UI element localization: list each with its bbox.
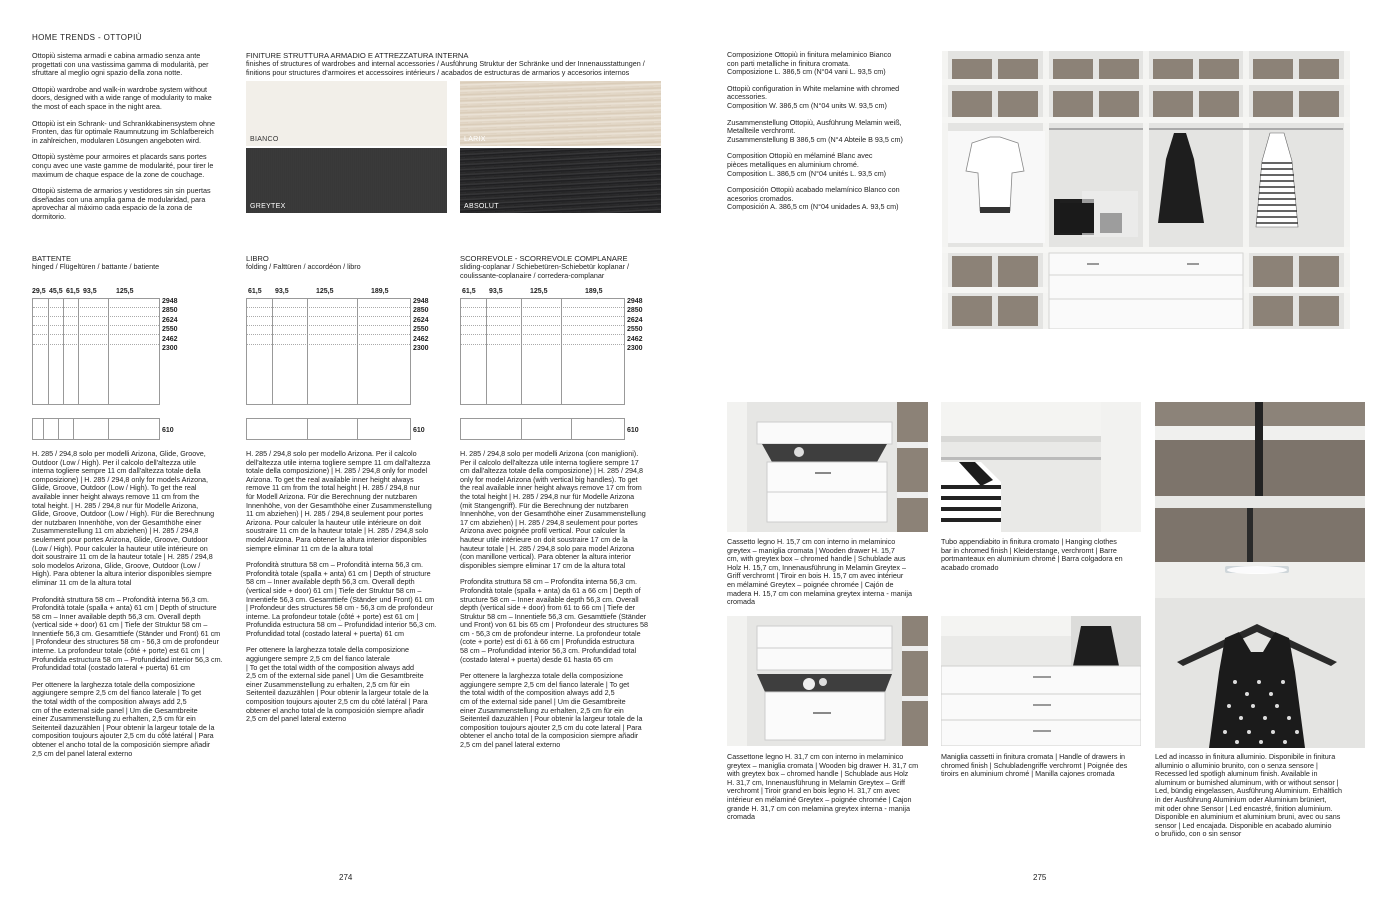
swatch-label: GREYTEX — [250, 203, 286, 210]
width-label: 61,5 — [248, 288, 262, 295]
page-number-left: 274 — [339, 873, 353, 882]
battente-elevation — [32, 298, 160, 405]
intro-it: Ottopiù sistema armadi e cabina armadio senza ante progettati con una vastissima gamma di modularità, per sfruttare al meglio ogni spazio della zona notte. — [32, 51, 209, 78]
scorrevole-widths — [460, 288, 625, 298]
width-label: 93,5 — [489, 288, 503, 295]
finishes-title: FINITURE STRUTTURA ARMADIO E ATTREZZATURA INTERNA — [246, 51, 469, 60]
composition-de: Zusammenstellung Ottopiù, Ausführung Melamin weiß, Metallteile verchromt. Zusammenstellung B 386,5 cm (N°4 Abteile B 93,5 cm) — [727, 117, 903, 144]
libro-plan — [246, 418, 411, 440]
width-label: 125,5 — [316, 288, 334, 295]
photo-drawer-157 — [727, 402, 928, 532]
intro-fr: Ottopiù système pour armoires et placards sans portes conçu avec une vaste gamme de modularité, pour tirer le maximum de chaque espace de la zone de couchage. — [32, 152, 214, 179]
door-title: BATTENTE — [32, 254, 72, 263]
swatch-bianco — [246, 81, 447, 146]
photo-led — [1155, 402, 1365, 748]
door-title: SCORREVOLE - SCORREVOLE COMPLANARE — [460, 254, 628, 263]
caption-drawer-157: Cassetto legno H. 15,7 cm con interno in melaminico greytex – maniglia cromata | Wooden drawer H. 15,7 cm, with greytex box – chromed handle | Schublade aus Holz H. 15,7 cm, Innenausführung in Melamin Greytex – Griff verchromt | Tiroir en bois H. 15,7 cm avec intérieur en mélaminé Greytex – poignée chromée | Cajón de madera H. 15,7 cm con melamina greytex interna - manija cromada — [727, 537, 912, 607]
width-label: 189,5 — [585, 288, 603, 295]
scorrevole-plan — [460, 418, 625, 440]
wardrobe-photo — [942, 51, 1350, 329]
battente-notes — [32, 450, 237, 758]
height-labels: 2948 2850 2624 2550 2462 2300 — [162, 298, 178, 353]
swatch-label: ABSOLUT — [464, 203, 499, 210]
width-label: 189,5 — [371, 288, 389, 295]
note-width: Per ottenere la larghezza totale della composizione aggiungere sempre 2,5 cm del fianco laterale | To get the total width of the composition always add 2,5 cm of the external side panel | Um die Gesamtbreite einer Zusammenstellung zu erhalten, 2,5 cm für ein Seitenteil dazuzählen | Pour obtenir la largeur totale de la composition toujours ajouter 2,5 cm du cote lateral | Para obtener el ancho total de la composicion siempre añadir 2,5 cm del panel lateral externo — [460, 671, 643, 749]
height-labels: 2948 2850 2624 2550 2462 2300 — [627, 298, 643, 353]
intro-block — [32, 52, 232, 222]
note-height: H. 285 / 294,8 solo per modelli Arizona, Glide, Groove, Outdoor (Low / High). Per il calcolo dell'altezza utile interna togliere sempre 11 cm dall'altezza totale della composizione) | H. 285 / 294,8 only for models Arizona, Glide, Groove, Outdoor (Low / High). To get the real available inner height always remove 11 cm from the total height. | H. 285 / 294,8 nur für Modelle Arizona, Glide, Groove, Outdoor (Low / High). Für die Berechnung der nutzbaren Innenhöhe, von der Gesamthöhe einer Zusammenstellung 11 cm abziehen) | H. 285 / 294,8 seulement pour portes Arizona, Glide, Groove, Outdoor (Low / High). Pour calculer la hauteur utile intérieure on doit soustraire 11 cm de la hauteur totale | H. 285 / 294,8 solo modelos Arizona, Glide, Groove, Outdoor (Low / High). Para obtener la altura interior disponibles siempre eliminar 11 cm de la altura total — [32, 449, 215, 587]
intro-de: Ottopiù ist ein Schrank- und Schrankkabinensystem ohne Fronten, das für optimale Raumnutzung im Schlafbereich in zahlreichen, modularen Lösungen angeboten wird. — [32, 118, 215, 145]
note-depth: Profondita struttura 58 cm – Profondita interna 56,3 cm. Profondità totale (spalla + anta) da 61 a 66 cm | Depth of structure 58 cm – Inner available depth 56,3 cm. Overall depth (vertical side + door) from 61 to 66 cm | Tiefe der Struktur 58 cm – Innentiefe 56,3 cm. Gesamttiefe (Ständer und Front) von 61 bis 65 cm | Profondeur des structures 58 cm - 56,3 cm de profondeur interne. La profondeur totale (cote + porte) est di 61 à 66 cm | Profundida estructura 58 cm – Profundidad interior 56,3 cm. Profundidad total (costado lateral + puerta) desde 61 hasta 65 cm — [460, 577, 649, 664]
swatch-larix — [460, 81, 661, 146]
scorrevole-notes — [460, 450, 665, 750]
composition-it: Composizione Ottopiù in finitura melaminico Bianco con parti metalliche in finitura cromata. Composizione L. 386,5 cm (N°04 vani L. 93,5 cm) — [727, 50, 892, 77]
swatch-absolut — [460, 148, 661, 213]
note-depth: Profondità struttura 58 cm – Profondità interna 56,3 cm. Profondità totale (spalla + anta) 61 cm | Depth of structure 58 cm – Inner available depth 56,3 cm. Overall depth (vertical side + door) 61 cm | Tiefe der Struktur 58 cm – Innentiefe 56,3 cm. Gesamttiefe (Ständer und Front) 61 cm | Profondeur des structures 58 cm - 56,3 cm de profondeur interne. La profondeur totale (côté + porte) est 61 cm | Profundida estructura 58 cm – Profundidad interior 56,3 cm. Profundidad total (costado lateral + puerta) 61 cm — [32, 594, 223, 673]
photo-handles — [941, 616, 1141, 746]
door-battente — [32, 254, 159, 272]
width-label: 61,5 — [462, 288, 476, 295]
depth-label: 610 — [413, 427, 425, 434]
width-label: 93,5 — [83, 288, 97, 295]
battente-widths — [32, 288, 162, 298]
height-labels: 2948 2850 2624 2550 2462 2300 — [413, 298, 429, 353]
caption-hanging-bar: Tubo appendiabito in finitura cromato | Hanging clothes bar in chromed finish | Kleiderstange, verchromt | Barre portmanteaux en aluminium chromé | Barra colgadora en acabado cromado — [941, 537, 1123, 572]
composition-text — [727, 51, 932, 212]
door-scorrevole — [460, 254, 629, 280]
swatch-label: LARIX — [464, 136, 486, 143]
libro-widths — [246, 288, 411, 298]
scorrevole-elevation — [460, 298, 625, 405]
libro-elevation — [246, 298, 411, 405]
photo-hanging-bar — [941, 402, 1141, 532]
page-number-right: 275 — [1033, 873, 1047, 882]
door-subtitle: sliding-coplanar / Schiebetüren-Schiebetür koplanar / coulissante-coplanaire / corredera-complanar — [460, 262, 630, 280]
depth-label: 610 — [162, 427, 174, 434]
caption-drawer-317: Cassettone legno H. 31,7 cm con interno in melaminico greytex – maniglia cromata | Wooden big drawer H. 31,7 cm with greytex box – chromed handle | Schublade aus Holz H. 31,7 cm, Innenausführung in Melamin Greytex – Griff verchromt | Tiroir grand en bois legno H. 31,7 cm avec intérieur en mélaminé Greytex – poignée chromée | Cajon grande H. 31,7 cm con melamina greytex interna - manija cromada — [727, 752, 919, 822]
swatch-label: BIANCO — [250, 136, 279, 143]
composition-fr: Composition Ottopiù en mélaminé Blanc avec pièces metalliques en aluminium chromé. Composition L. 386,5 cm (N°04 unités L. 93,5 cm) — [727, 151, 887, 178]
composition-es: Composición Ottopiù acabado melamínico Blanco con acesorios cromados. Composición A. 386,5 cm (N°04 unidades A. 93,5 cm) — [727, 185, 900, 212]
caption-led: Led ad incasso in finitura alluminio. Disponibile in finitura alluminio o alluminio brunito, con o senza sensore | Recessed led spotligh aluminum finish. Available in aluminum or burnished aluminum, with or without sensor | Led, bündig eingelassen, Ausführung Aluminium. Erhältlich in der Ausführung Aluminium oder Aluminium brüniert, mit oder ohne Sensor | Led encastré, finition aluminium. Disponible en aluminium et aluminium bruni, avec ou sans sensor | Led encajada. Disponible en acabado aluminio o bruñido, con o sin sensor — [1155, 752, 1342, 839]
width-label: 45,5 — [49, 288, 63, 295]
door-subtitle: hinged / Flügeltüren / battante / batiente — [32, 262, 160, 271]
door-title: LIBRO — [246, 254, 269, 263]
photo-drawer-317 — [727, 616, 928, 746]
width-label: 93,5 — [275, 288, 289, 295]
door-subtitle: folding / Falttüren / accordéon / libro — [246, 262, 361, 271]
note-width: Per ottenere la larghezza totale della composizione aggiungere sempre 2,5 cm del fianco laterale | To get the total width of the composition always add 2,5 cm of the external side panel | Um die Gesamtbreite einer Zusammenstellung zu erhalten, 2,5 cm für ein Seitenteil dazuzählen | Pour obtenir la largeur totale de la composition toujours ajouter 2,5 cm du côté latéral | Para obtener el ancho total de la composición siempre añadir 2,5 cm del panel lateral externo — [32, 679, 215, 758]
swatch-greytex — [246, 148, 447, 213]
door-libro — [246, 254, 361, 272]
battente-plan — [32, 418, 160, 440]
width-label: 125,5 — [530, 288, 548, 295]
width-label: 61,5 — [66, 288, 80, 295]
note-height: H. 285 / 294,8 solo per modelli Arizona (con maniglioni). Per il calcolo dell'altezza utile interna togliere sempre 17 cm dall'altezza totale della composizione) | H. 285 / 294,8 only for model Arizona (with vertical big handles). To get the real available inner height always remove 17 cm from the total height | H. 285 / 294,8 nur für Modelle Arizona (mit Stangengriff). Für die Berechnung der nutzbaren Innenhöhe, von der Gesamthöhe einer Zusammenstellung 17 cm abziehen) | H. 285 / 294,8 seulement pour portes Arizona avec poignée profil vertical. Pour calculer la hauteur utile intérieure on doit soustraire 17 cm de la hauteur totale | H. 285 / 294,8 solo para model Arizona (con manillone vertical). Para obtener la altura interior disponibles siempre eliminar 17 cm de la altura total — [460, 449, 646, 570]
intro-es: Ottopiù sistema de armarios y vestidores sin sin puertas diseñadas con una amplia gama de modularidad, para aprovechar al máximo cada espacio de la zona de dormitorio. — [32, 186, 211, 221]
composition-en: Ottopiù configuration in White melamine with chromed accessories. Composition W. 386,5 cm (N°04 units W. 93,5 cm) — [727, 83, 900, 110]
width-label: 125,5 — [116, 288, 134, 295]
depth-label: 610 — [627, 427, 639, 434]
note-width: Per ottenere la larghezza totale della composizione aggiungere sempre 2,5 cm del fianco laterale | To get the total width of the composition always add 2,5 cm of the external side panel | Um die Gesamtbreite einer Zusammenstellung zu erhalten, 2,5 cm für ein Seitenteil dazuzählen | Pour obtenir la largeur totale de la composition toujours ajouter 2,5 cm du côté latéral | Para obtener el ancho total de la composición siempre añadir 2,5 cm del panel lateral externo — [246, 645, 429, 724]
page-header: HOME TRENDS - OTTOPIÙ — [32, 33, 142, 42]
note-depth: Profondità struttura 58 cm – Profondità interna 56,3 cm. Profondità totale (spalla + anta) 61 cm | Depth of structure 58 cm – Inner available depth 56,3 cm. Overall depth (vertical side + door) 61 cm | Tiefe der Struktur 58 cm – Innentiefe 56,3 cm. Gesamttiefe (Ständer und Front) 61 cm | Profondeur des structures 58 cm - 56,3 cm de profondeur interne. La profondeur totale (côté + porte) est 61 cm | Profundida estructura 58 cm – Profundidad interior 56,3 cm. Profundidad total (costado lateral + puerta) 61 cm — [246, 560, 437, 638]
libro-notes — [246, 450, 454, 724]
finishes-subtitle: finishes of structures of wardrobes and internal accessories / Ausführung Struktur der Schränke und der Innenausstattungen / finitions pour structures d'armoires et accessoires intérieurs / acabados de estructuras de armarios y accesorios internos — [246, 59, 645, 77]
width-label: 29,5 — [32, 288, 46, 295]
note-height: H. 285 / 294,8 solo per modello Arizona. Per il calcolo dell'altezza utile interna togliere sempre 11 cm dall'altezza totale della composizione) | H. 285 / 294,8 only for model Arizona. To get the real available inner height always remove 11 cm from the total height | H. 285 / 294,8 nur für Modell Arizona. Für die Berechnung der nutzbaren Innenhöhe, von der Gesamthöhe einer Zusammenstellung 11 cm abziehen) | H. 285 / 294,8 seulement pour portes Arizona. Pour calculer la hauteur utile intérieure on doit soustraire 11 cm de la hauteur totale | H. 285 / 294,8 solo model Arizona. Para obtener la altura interior disponibles siempre eliminar 11 cm de la altura total — [246, 449, 432, 553]
intro-en: Ottopiù wardrobe and walk-in wardrobe system without doors, designed with a wide range of modularity to make the most of each space in the night area. — [32, 84, 212, 111]
caption-handles: Maniglia cassetti in finitura cromata | Handle of drawers in chromed finish | Schubladengriffe verchromt | Poignée des tiroirs en aluminium chromé | Manilla cajones cromada — [941, 752, 1128, 779]
